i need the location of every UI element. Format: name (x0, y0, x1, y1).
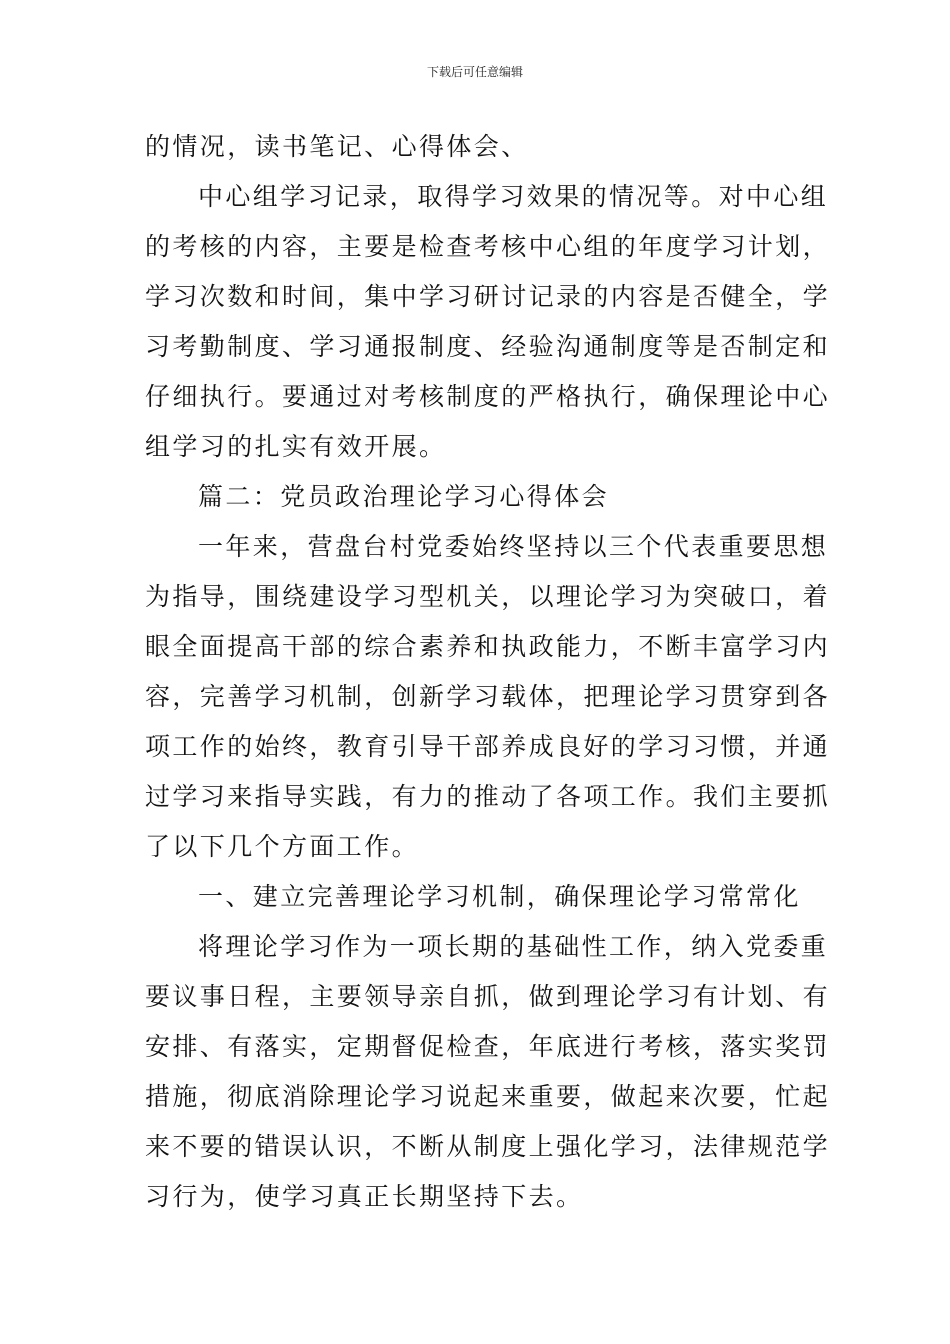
text-line: 组学习的扎实有效开展。 (145, 432, 447, 461)
text-line: 中心组学习记录，取得学习效果的情况等。对中心组 (198, 182, 829, 211)
text-line: 一年来，营盘台村党委始终坚持以三个代表重要思想 (198, 532, 829, 561)
text-line: 习行为，使学习真正长期坚持下去。 (145, 1182, 584, 1211)
text-line: 项工作的始终，教育引导干部养成良好的学习习惯，并通 (145, 732, 831, 761)
section-heading: 篇二：党员政治理论学习心得体会 (198, 482, 610, 511)
text-line: 安排、有落实，定期督促检查，年底进行考核，落实奖罚 (145, 1032, 831, 1061)
text-line: 了以下几个方面工作。 (145, 832, 420, 861)
text-line: 措施，彻底消除理论学习说起来重要，做起来次要，忙起 (145, 1082, 831, 1111)
text-line: 习考勤制度、学习通报制度、经验沟通制度等是否制定和 (145, 332, 831, 361)
subsection-heading: 一、建立完善理论学习机制，确保理论学习常常化 (198, 882, 801, 911)
text-line: 容，完善学习机制，创新学习载体，把理论学习贯穿到各 (145, 682, 831, 711)
text-line: 将理论学习作为一项长期的基础性工作，纳入党委重 (198, 932, 829, 961)
page-header: 下载后可任意编辑 (426, 65, 523, 79)
text-line: 过学习来指导实践，有力的推动了各项工作。我们主要抓 (145, 782, 831, 811)
text-line: 眼全面提高干部的综合素养和执政能力，不断丰富学习内 (145, 632, 831, 661)
text-line: 为指导，围绕建设学习型机关，以理论学习为突破口，着 (145, 582, 831, 611)
text-line: 仔细执行。要通过对考核制度的严格执行，确保理论中心 (145, 382, 831, 411)
body-text (145, 122, 831, 1222)
text-line: 学习次数和时间，集中学习研讨记录的内容是否健全，学 (145, 282, 831, 311)
text-line: 的考核的内容，主要是检查考核中心组的年度学习计划， (145, 232, 831, 261)
text-line: 的情况，读书笔记、心得体会、 (145, 132, 529, 161)
text-line: 要议事日程，主要领导亲自抓，做到理论学习有计划、有 (145, 982, 831, 1011)
text-line: 来不要的错误认识，不断从制度上强化学习，法律规范学 (145, 1132, 831, 1161)
